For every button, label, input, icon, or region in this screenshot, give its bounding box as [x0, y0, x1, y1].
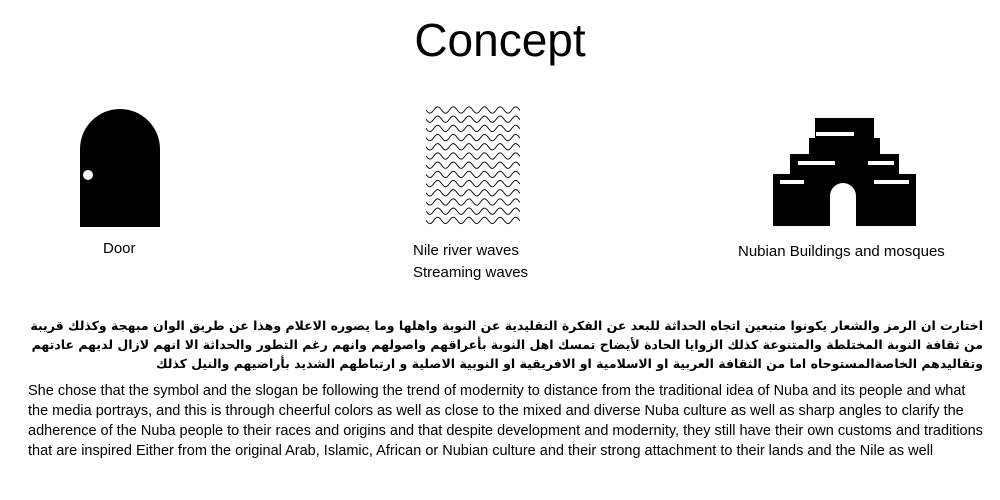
- building-stripe-mid-left: [798, 161, 835, 165]
- page-title: Concept: [414, 14, 586, 66]
- door-caption: Door: [103, 240, 136, 257]
- wave-line: [426, 116, 520, 122]
- wave-line: [426, 162, 520, 168]
- building-dot: [824, 203, 828, 207]
- door-shape: [80, 109, 160, 227]
- wave-line: [426, 171, 520, 177]
- waves-caption-line-1: Nile river waves: [413, 242, 519, 259]
- english-paragraph: She chose that the symbol and the slogan be following the trend of modernity to distance from the traditional idea of Nuba and its people and what the media portrays, and this is through cheerful colors as well as close to the mixed and diverse Nuba culture as well as sharp angles to clarify the adherence of the Nuba people to their races and origins and that despite development and modernity, they still have their own customs and traditions that are inspired Either from the original Arab, Islamic, African or Nubian culture and their strong attachment to their lands and the Nile as well: [28, 383, 983, 459]
- wave-line: [426, 134, 520, 140]
- wave-line: [426, 180, 520, 186]
- door-knob: [83, 170, 93, 180]
- wave-line: [426, 153, 520, 159]
- door-icon: [80, 109, 160, 227]
- waves-caption-line-2: Streaming waves: [413, 264, 529, 281]
- building-stripe-mid-right: [868, 161, 894, 165]
- arabic-paragraph: اختارت ان الرمز والشعار يكونوا متبعين اتجاه الحداثة للبعد عن الفكرة التقليدية عن النوبة واهلها وما يصوره الاعلام وهذا عن طريق الوان مبهجة وكذلك قريبة من ثقافة النوبة المختلطة والمتنوعة كذلك الزوايا الحادة لأيضاح تمسك اهل النوبة بأعراقهم واصولهم وانهم رغم التطور والحداثة الا انهم لازال لديهم عادتهم وتقاليدهم الخاصةالمستوحاه اما من الثقافة العربية او الاسلامية او الافريقية او النوبية الاصلية و ارتباطهم الشديد بأراضيهم والنيل كذلك: [30, 318, 983, 371]
- wave-line: [426, 199, 520, 205]
- building-caption: Nubian Buildings and mosques: [738, 243, 945, 260]
- building-stripe-low-left: [780, 180, 804, 184]
- building-stripe-low-right: [874, 180, 909, 184]
- wave-line: [426, 107, 520, 113]
- wave-line: [426, 217, 520, 223]
- building-stripe-top: [816, 132, 854, 136]
- wave-line: [426, 190, 520, 196]
- wave-line: [426, 208, 520, 214]
- wave-line: [426, 144, 520, 150]
- nubian-building-icon: [773, 118, 916, 226]
- waves-icon: [426, 104, 520, 228]
- wave-line: [426, 125, 520, 131]
